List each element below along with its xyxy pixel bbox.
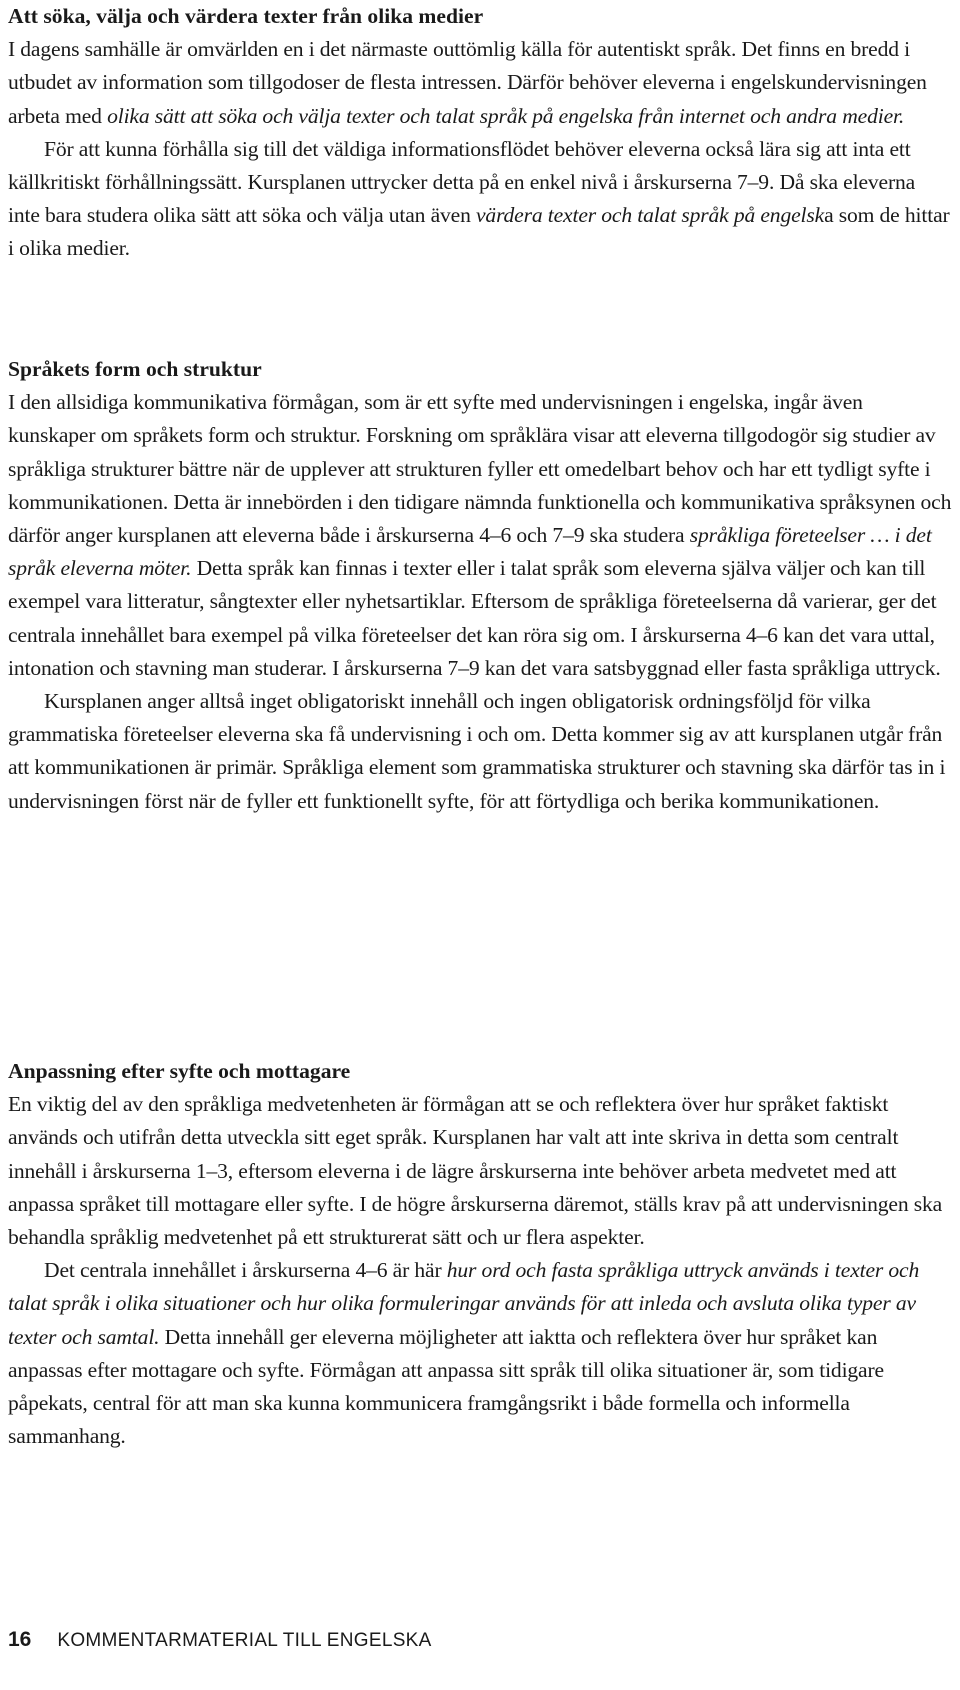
section-heading: Anpassning efter syfte och mottagare <box>8 1059 351 1083</box>
running-title: KOMMENTARMATERIAL TILL ENGELSKA <box>57 1630 432 1651</box>
page-footer <box>8 1628 432 1658</box>
section-anpassning <box>8 1055 952 1453</box>
emphasis-text: hur ord och fasta språkliga uttryck används i texter och talat språk i olika situationer och hur olika formuleringar används för att inleda och avsluta olika typer av texter och samtal. <box>8 1258 920 1349</box>
text-run: a som de hittar i olika medier. <box>8 203 950 261</box>
emphasis-text: olika sätt att söka och välja texter och talat språk på engelska från internet och andra medier. <box>107 103 905 128</box>
section-heading: Språkets form och struktur <box>8 357 262 381</box>
section-sok-valja-vardera <box>8 0 952 266</box>
paragraph <box>8 386 952 685</box>
paragraph <box>8 33 952 133</box>
text-run: En viktig del av den språkliga medvetenheten är förmågan att se och reflektera över hur språket faktiskt används och utifrån detta utveckla sitt eget språk. Kursplanen har valt att inte skriva in detta som centralt innehåll i årskurserna 1–3, eftersom eleverna i de lägre årskurserna inte behöver arbeta medvetet med att anpassa språket till mottagare eller syfte. I de högre årskurserna däremot, ställs krav på att undervisningen ska behandla språklig medvetenhet på ett strukturerat sätt och ur flera aspekter. <box>8 1092 943 1250</box>
text-run: För att kunna förhålla sig till det väldiga informationsflödet behöver eleverna också lära sig att inta ett källkritiskt förhållningssätt. Kursplanen uttrycker detta på en enkel nivå i årskurserna 7–9. Då ska eleverna inte bara studera olika sätt att söka och välja utan även <box>8 136 916 228</box>
section-sprakets-form <box>8 353 952 818</box>
paragraph <box>8 1088 952 1254</box>
text-run: Detta innehåll ger eleverna möjligheter att iaktta och reflektera över hur språket kan anpassas efter mottagare och syfte. Förmågan att anpassa sitt språk till olika situationer är, som tidigare påpekats, central för att man ska kunna kommunicera framgångsrikt i både formella och informella sammanhang. <box>8 1324 884 1449</box>
emphasis-text: värdera texter och talat språk på engelsk <box>476 203 825 228</box>
page-number: 16 <box>8 1628 32 1651</box>
text-run: Kursplanen anger alltså inget obligatoriskt innehåll och ingen obligatorisk ordningsföljd för vilka grammatiska företeelser eleverna ska få undervisning i och om. Detta kommer sig av att kursplanen utgår från att kommunikationen är primär. Språkliga element som grammatiska strukturer och stavning ska därför tas in i undervisningen först när de fyller ett funktionellt syfte, för att förtydliga och berika kommunikationen. <box>8 689 946 813</box>
text-run: I dagens samhälle är omvärlden en i det närmaste outtömlig källa för autentiskt språk. Det finns en bredd i utbudet av information som tillgodoser de flesta intressen. Därför behöver eleverna i engelskundervisningen arbeta med <box>8 37 927 128</box>
section-heading: Att söka, välja och värdera texter från olika medier <box>8 4 484 28</box>
emphasis-text: språkliga företeelser … i det språk eleverna möter. <box>8 523 932 581</box>
paragraph <box>8 133 952 266</box>
paragraph <box>8 1254 952 1453</box>
paragraph <box>8 685 952 818</box>
text-run: Det centrala innehållet i årskurserna 4–6 är här <box>44 1258 447 1283</box>
text-run: Detta språk kan finnas i texter eller i talat språk som eleverna själva väljer och kan till exempel vara litteratur, sångtexter eller nyhetsartiklar. Eftersom de språkliga företeelserna då varierar, ger det centrala innehållet bara exempel på vilka företeelser det kan röra sig om. I årskurserna 4–6 kan det vara uttal, intonation och stavning man studerar. I årskurserna 7–9 kan det vara satsbyggnad eller fasta språkliga uttryck. <box>8 556 941 680</box>
text-run: I den allsidiga kommunikativa förmågan, som är ett syfte med undervisningen i engelska, ingår även kunskaper om språkets form och struktur. Forskning om språklära visar att eleverna tillgodogör sig studier av språkliga strukturer bättre när de upplever att strukturen fyller ett omedelbart behov och har ett tydligt syfte i kommunikationen. Detta är innebörden i den tidigare nämnda funktionella och kommunikativa språksynen och därför anger kursplanen att eleverna både i årskurserna 4–6 och 7–9 ska studera <box>8 390 952 548</box>
